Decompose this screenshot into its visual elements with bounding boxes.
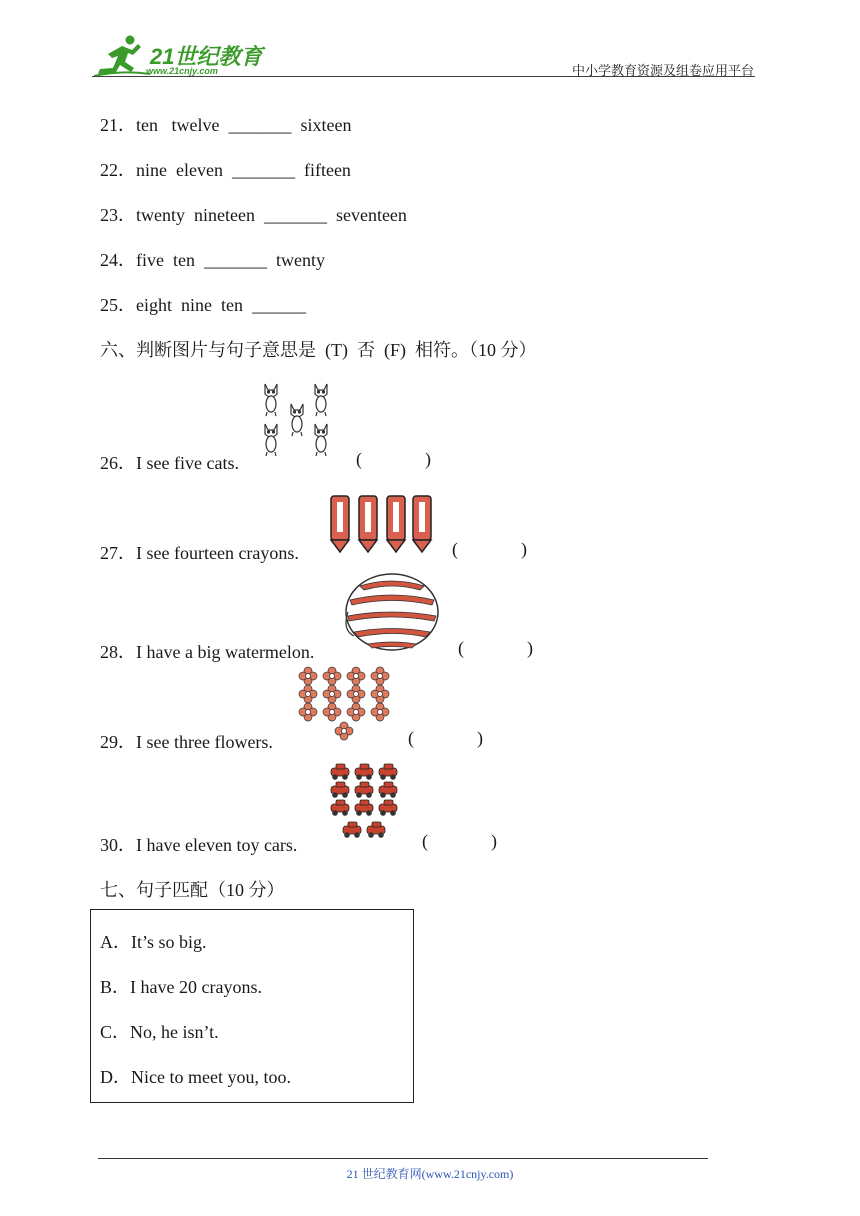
question-28 — [100, 638, 314, 664]
question-25 — [100, 291, 306, 317]
question-text: I see five cats. — [136, 453, 239, 473]
match-option-a — [100, 928, 207, 954]
cats-picture — [262, 382, 340, 462]
question-29 — [100, 728, 273, 754]
platform-title: 中小学教育资源及组卷应用平台 — [571, 63, 754, 78]
question-number: 21． — [100, 115, 136, 135]
option-text: Nice to meet you, too. — [131, 1067, 291, 1087]
question-number: 24． — [100, 250, 136, 270]
option-label: A． — [100, 932, 131, 952]
answer-29-parentheses[interactable]: ( ) — [408, 728, 483, 748]
crayons-picture — [328, 492, 434, 556]
match-option-b — [100, 973, 262, 999]
answer-27-parentheses[interactable]: ( ) — [452, 539, 527, 559]
option-text: No, he isn’t. — [130, 1022, 219, 1042]
question-number: 25． — [100, 295, 136, 315]
logo-text: 21世纪教育 — [150, 44, 263, 69]
match-option-d — [100, 1063, 291, 1089]
question-27 — [100, 539, 299, 565]
question-text: I see fourteen crayons. — [136, 543, 299, 563]
question-number: 23． — [100, 205, 136, 225]
question-number: 26． — [100, 453, 136, 473]
question-number: 22． — [100, 160, 136, 180]
answer-30-parentheses[interactable]: ( ) — [422, 831, 497, 851]
question-26 — [100, 449, 239, 475]
question-number: 30． — [100, 835, 136, 855]
footer-link[interactable]: 21 世纪教育网(www.21cnjy.com) — [346, 1167, 514, 1181]
section-6-title: 六、判断图片与句子意思是 (T) 否 (F) 相符。（10 分） — [100, 340, 537, 360]
toy-cars-picture — [326, 760, 406, 844]
question-21 — [100, 111, 351, 137]
answer-26-parentheses[interactable]: ( ) — [356, 449, 431, 469]
logo-url: www.21cnjy.com — [146, 66, 218, 76]
footer-divider — [98, 1158, 708, 1159]
option-label: D． — [100, 1067, 131, 1087]
option-label: B． — [100, 977, 131, 997]
option-text: It’s so big. — [131, 932, 207, 952]
match-option-c — [100, 1018, 219, 1044]
question-text: nine eleven _______ fifteen — [136, 160, 351, 180]
question-30 — [100, 831, 297, 857]
question-23 — [100, 201, 407, 227]
question-number: 29． — [100, 732, 136, 752]
section-7-title: 七、句子匹配（10 分） — [100, 880, 285, 900]
question-number: 27． — [100, 543, 136, 563]
option-label: C． — [100, 1022, 131, 1042]
question-number: 28． — [100, 642, 136, 662]
question-text: I see three flowers. — [136, 732, 273, 752]
watermelon-picture — [340, 570, 444, 654]
question-text: I have a big watermelon. — [136, 642, 315, 662]
question-text: eight nine ten ______ — [136, 295, 306, 315]
answer-28-parentheses[interactable]: ( ) — [458, 638, 533, 658]
question-22 — [100, 156, 351, 182]
flowers-picture — [296, 666, 392, 742]
runner-logo-icon — [92, 34, 152, 78]
question-text: twenty nineteen _______ seventeen — [136, 205, 407, 225]
question-text: ten twelve _______ sixteen — [136, 115, 352, 135]
question-24 — [100, 246, 325, 272]
option-text: I have 20 crayons. — [130, 977, 262, 997]
question-text: five ten _______ twenty — [136, 250, 325, 270]
question-text: I have eleven toy cars. — [136, 835, 298, 855]
header-divider — [92, 76, 755, 77]
